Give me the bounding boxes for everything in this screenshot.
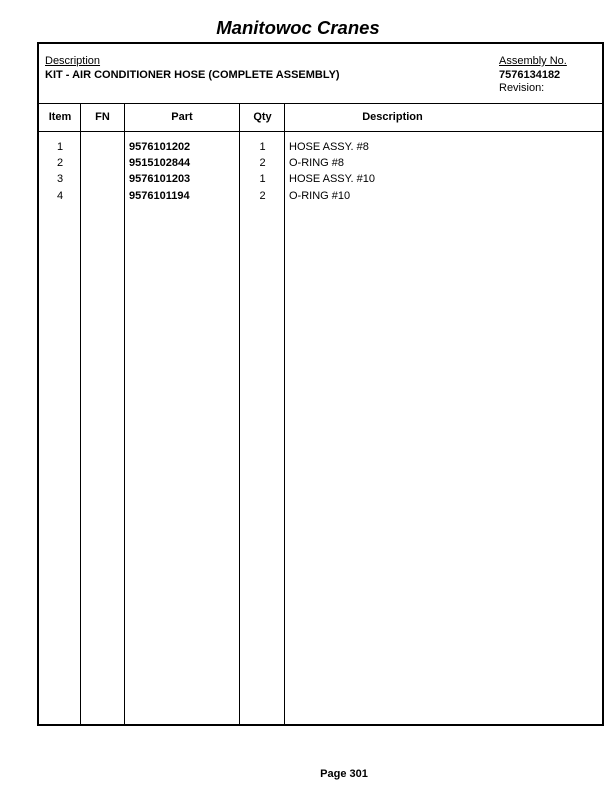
- part-number: 9576101202: [129, 141, 191, 153]
- table-row: [39, 141, 602, 157]
- item-number: 3: [56, 173, 64, 186]
- part-description: O-RING #8: [289, 157, 345, 170]
- item-number: 2: [56, 157, 64, 170]
- table-row: [39, 190, 602, 206]
- item-number: 1: [56, 141, 64, 153]
- part-description: HOSE ASSY. #8: [289, 141, 369, 153]
- description-value: KIT - AIR CONDITIONER HOSE (COMPLETE ASSEMBLY): [45, 68, 340, 81]
- part-number: 9515102844: [129, 157, 191, 170]
- revision-label: Revision:: [499, 82, 545, 94]
- assembly-label: Assembly No.: [499, 55, 567, 67]
- column-header-fn: FN: [95, 111, 110, 123]
- part-description: HOSE ASSY. #10: [289, 173, 376, 186]
- item-number: 4: [56, 189, 64, 202]
- quantity: 2: [259, 157, 266, 170]
- page-number: Page 301: [320, 768, 368, 780]
- quantity: 1: [259, 141, 266, 153]
- part-number: 9576101194: [129, 189, 190, 202]
- assembly-block: [499, 55, 567, 96]
- parts-list-frame: [37, 42, 604, 726]
- assembly-number: 7576134182: [499, 68, 561, 81]
- table-row: [39, 173, 602, 189]
- column-header-qty: Qty: [253, 111, 272, 123]
- column-header-part: Part: [171, 111, 193, 123]
- parts-table-body: [39, 141, 602, 206]
- part-number: 9576101203: [129, 173, 191, 186]
- column-header-item: Item: [48, 111, 72, 123]
- table-row: [39, 157, 602, 173]
- quantity: 1: [259, 173, 266, 186]
- assembly-header: [39, 44, 602, 104]
- description-label: Description: [45, 55, 101, 67]
- description-block: [45, 55, 340, 82]
- part-description: O-RING #10: [289, 189, 351, 202]
- column-header-description: Description: [362, 111, 423, 123]
- page-title: Manitowoc Cranes: [216, 17, 380, 38]
- quantity: 2: [259, 189, 266, 202]
